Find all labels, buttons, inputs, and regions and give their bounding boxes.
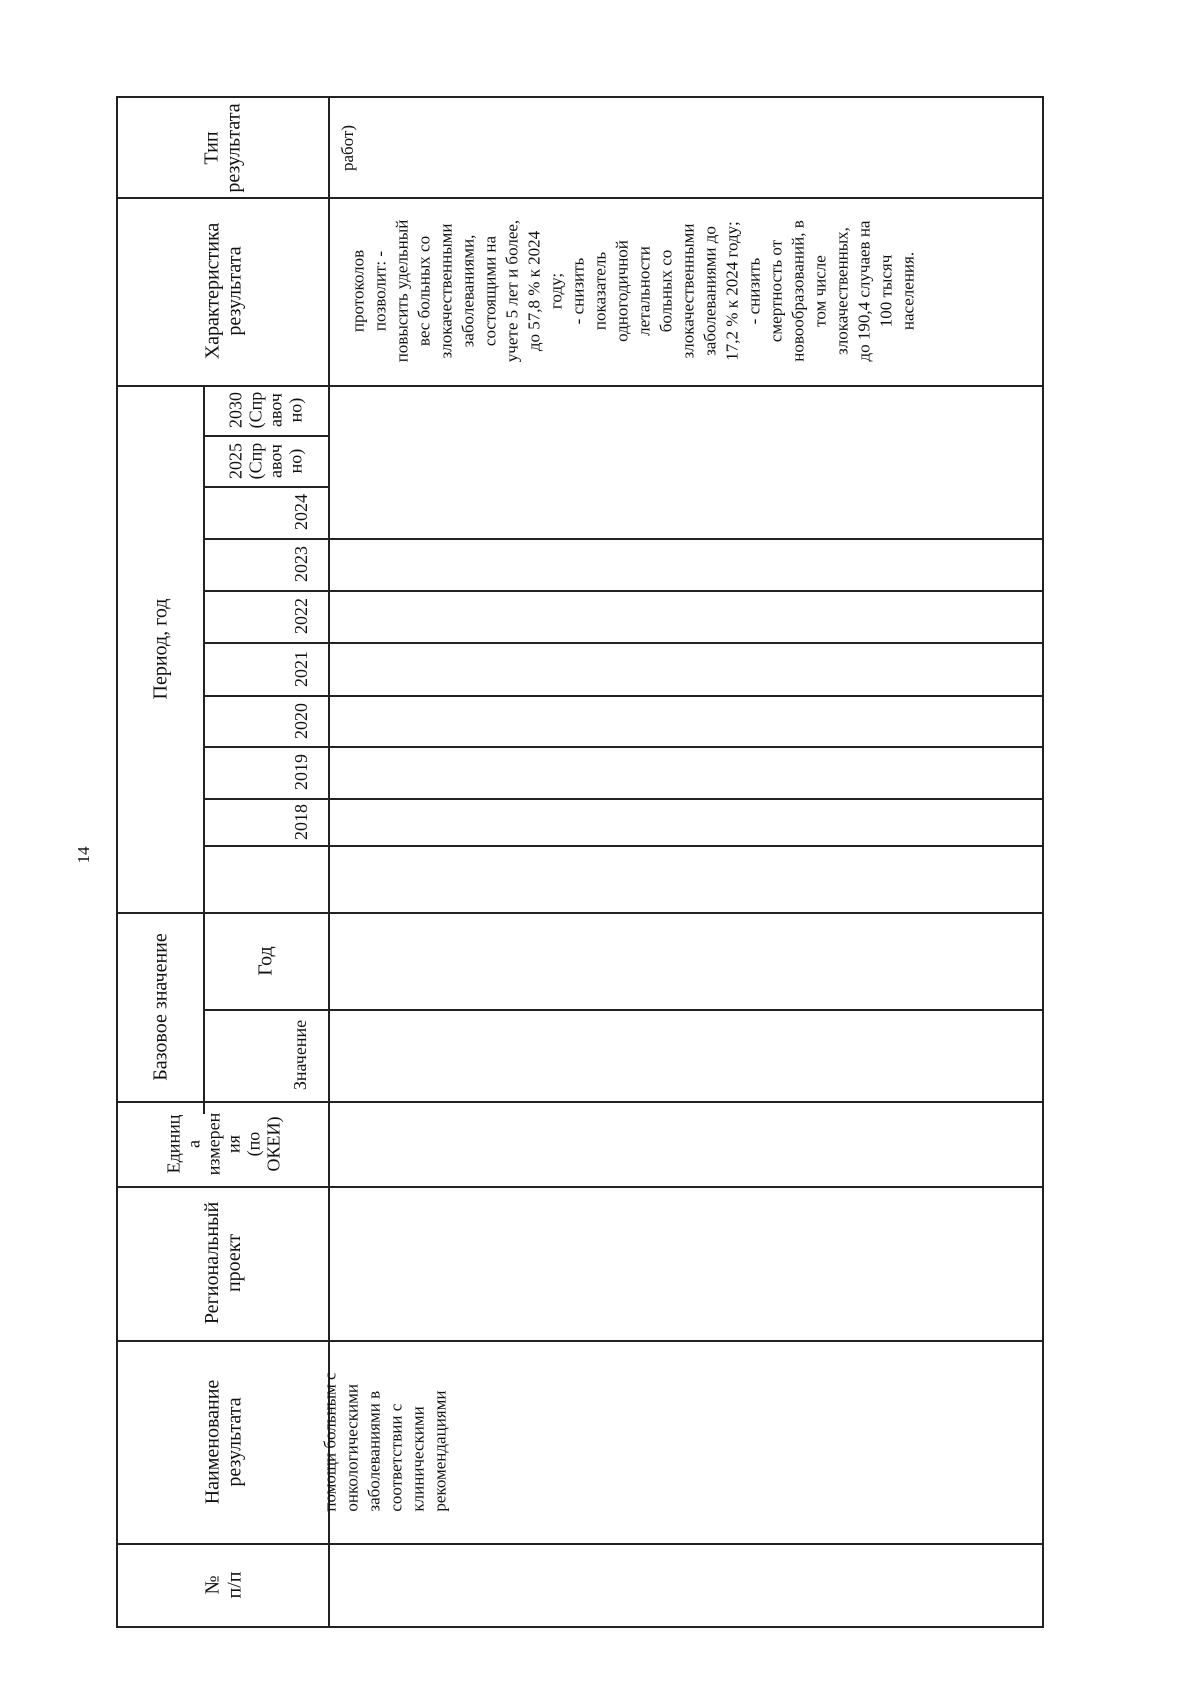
header-base-value xyxy=(203,1009,328,1101)
row-name xyxy=(320,1340,478,1543)
year-label: 2022 xyxy=(290,598,311,634)
page-number: 14 xyxy=(74,846,93,864)
header-base-year xyxy=(203,912,328,1009)
year-label: 2023 xyxy=(290,546,311,582)
header-base-text: Базовое значение xyxy=(149,932,172,1081)
year-2020 xyxy=(203,695,328,746)
header-characteristic-text: Характеристика результата xyxy=(201,222,245,360)
year-label: 2019 xyxy=(290,754,311,790)
year-label: 2024 xyxy=(290,494,311,530)
header-base-year-text: Год xyxy=(254,945,277,976)
header-base xyxy=(118,912,203,1101)
year-2022 xyxy=(203,590,328,642)
year-label: 2030 (Спр авоч но) xyxy=(225,391,306,429)
header-number-text: № п/п xyxy=(201,1571,245,1598)
year-label: 2018 xyxy=(290,803,311,840)
header-type xyxy=(118,98,328,197)
year-2021 xyxy=(203,642,328,695)
year-2023 xyxy=(203,538,328,590)
header-project xyxy=(118,1186,328,1340)
header-name xyxy=(118,1340,328,1543)
header-type-text: Тип результата xyxy=(201,102,245,193)
header-period xyxy=(118,385,203,912)
header-number xyxy=(118,1543,328,1626)
year-2030 xyxy=(203,385,328,435)
header-characteristic xyxy=(118,197,328,385)
row-characteristic xyxy=(328,197,938,385)
header-period-text: Период, год xyxy=(149,598,172,699)
results-table xyxy=(116,96,1044,1628)
year-2018 xyxy=(203,798,328,845)
header-unit-text: Единиц а измерен ия (по ОКЕИ) xyxy=(163,1112,283,1175)
year-label: 2020 xyxy=(290,702,311,739)
year-2025 xyxy=(203,435,328,486)
header-unit xyxy=(118,1101,328,1186)
row-type-text: работ) xyxy=(338,124,357,171)
year-label: 2021 xyxy=(290,650,311,687)
header-base-value-text: Значение xyxy=(290,1019,311,1091)
row-characteristic-text: протоколов позволит: - повысить удельный вес больных со злокачественными заболеваниями, состоящими на учете 5 лет и более, до 57,8 % к 2024 году; - снизить показатель одногодичной летальности больных со злокачественными заболеваниями до 17,2 % к 2024 году; - снизить смертность от новообразований, в том числе злокачественных, до 190,4 случаев на 100 тысяч населения. xyxy=(347,219,917,363)
header-project-text: Региональный проект xyxy=(201,1201,245,1325)
header-name-text: Наименование результата xyxy=(200,1379,245,1504)
row-type xyxy=(328,98,368,197)
year-2024 xyxy=(203,486,328,538)
year-label: 2025 (Спр авоч но) xyxy=(225,442,306,479)
row-name-text: помощи больным с онкологическими заболеваниями в соответствии с клиническими рекомендациями xyxy=(320,1371,450,1512)
year-2019 xyxy=(203,746,328,798)
